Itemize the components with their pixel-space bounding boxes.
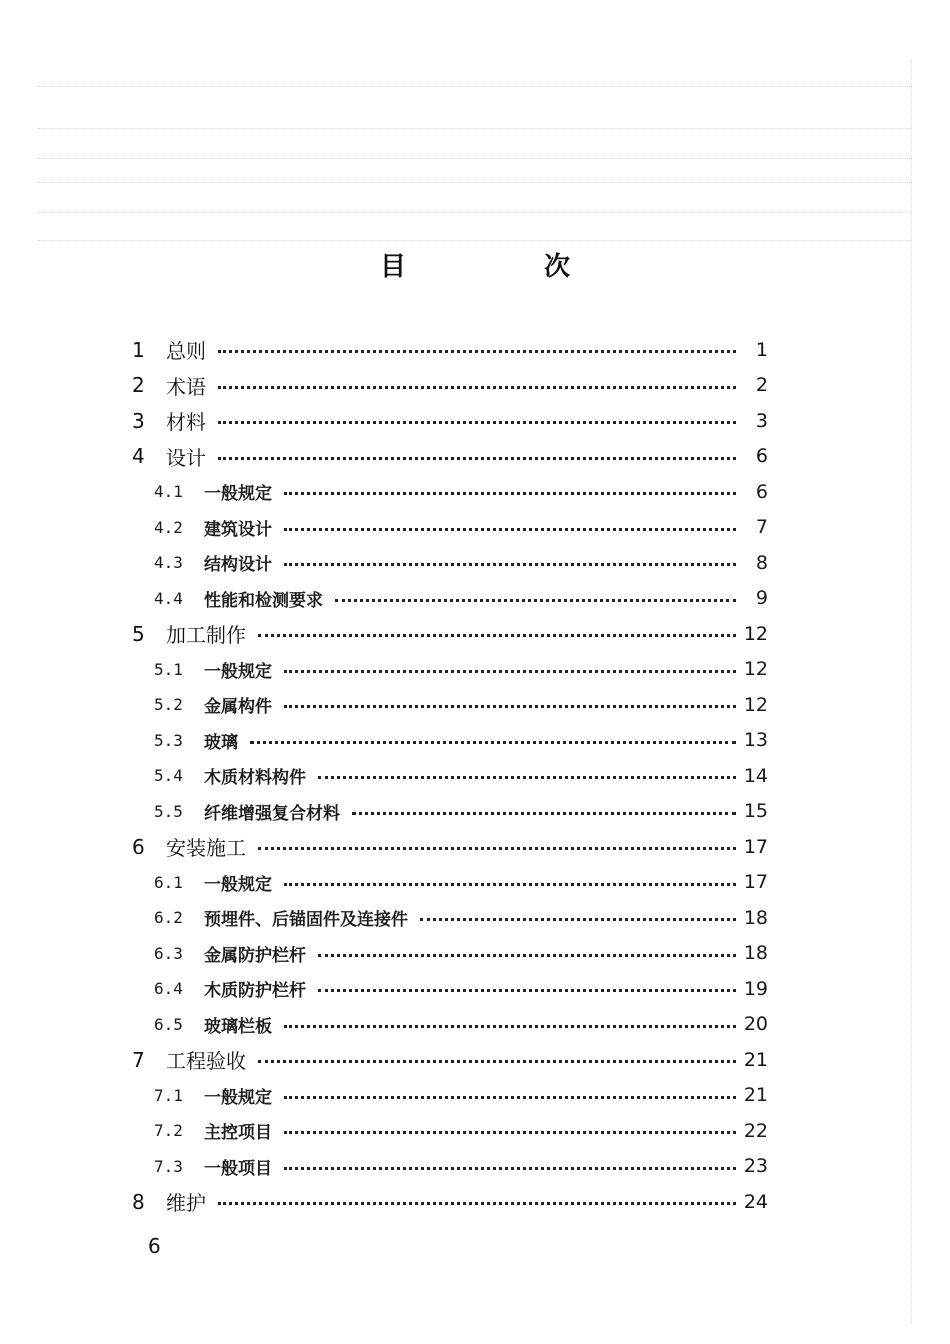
dot-leader [420, 918, 736, 921]
dot-leader [352, 812, 736, 815]
toc-entry-number: 5 [132, 621, 145, 646]
toc-entry-number: 6.2 [154, 908, 183, 928]
toc-entry-label: 木质防护栏杆 [204, 981, 306, 1002]
toc-entry-page: 8 [755, 551, 768, 574]
toc-entry-label: 一般规定 [204, 484, 272, 505]
toc-entry-label: 安装施工 [166, 836, 246, 861]
toc-entry-label: 玻璃栏板 [204, 1016, 272, 1037]
dot-leader [218, 457, 736, 460]
toc-entry-label: 性能和检测要求 [204, 590, 323, 611]
toc-entry-label: 一般规定 [204, 661, 272, 682]
toc-entry-number: 3 [132, 408, 145, 433]
scan-artifact-line [38, 86, 912, 87]
toc-entry-page: 6 [755, 445, 768, 468]
toc-chapter-entry [128, 616, 768, 652]
toc-chapter-entry [128, 332, 768, 368]
toc-entry-page: 20 [743, 1013, 768, 1036]
dot-leader [284, 492, 736, 495]
toc-entry-label: 玻璃 [204, 732, 238, 753]
toc-entry-label: 一般规定 [204, 1087, 272, 1108]
toc-entry-label: 一般项目 [204, 1158, 272, 1179]
toc-entry-label: 材料 [166, 410, 206, 435]
dot-leader [258, 1060, 736, 1063]
scan-artifact-line [38, 240, 912, 241]
dot-leader [284, 670, 736, 673]
toc-entry-number: 1 [132, 337, 145, 362]
dot-leader [284, 883, 736, 886]
toc-entry-page: 24 [743, 1190, 768, 1213]
toc-entry-label: 设计 [166, 445, 206, 470]
toc-chapter-entry [128, 1042, 768, 1078]
toc-entry-page: 12 [743, 658, 768, 681]
toc-entry-label: 结构设计 [204, 555, 272, 576]
toc-section-entry [128, 865, 768, 901]
toc-entry-label: 金属防护栏杆 [204, 945, 306, 966]
toc-section-entry [128, 1007, 768, 1043]
dot-leader [218, 421, 736, 424]
toc-entry-number: 5.1 [154, 659, 183, 679]
toc-entry-label: 术语 [166, 374, 206, 399]
toc-entry-page: 3 [755, 409, 768, 432]
dot-leader [284, 1096, 736, 1099]
toc-section-entry [128, 900, 768, 936]
scan-artifact-line [38, 182, 912, 183]
toc-entry-page: 23 [743, 1155, 768, 1178]
toc-entry-page: 18 [743, 906, 768, 929]
dot-leader [318, 776, 736, 779]
toc-chapter-entry [128, 1184, 768, 1220]
toc-section-entry [128, 1078, 768, 1114]
toc-section-entry [128, 794, 768, 830]
toc-section-entry [128, 687, 768, 723]
dot-leader [258, 634, 736, 637]
toc-section-entry [128, 474, 768, 510]
toc-entry-number: 5.3 [154, 730, 183, 750]
toc-entry-label: 总则 [166, 339, 206, 364]
toc-entry-page: 14 [743, 764, 768, 787]
toc-entry-number: 7.2 [154, 1121, 183, 1141]
toc-chapter-entry [128, 439, 768, 475]
toc-entry-page: 17 [743, 871, 768, 894]
toc-entry-page: 1 [755, 338, 768, 361]
toc-entry-number: 6 [132, 834, 145, 859]
toc-section-entry [128, 1149, 768, 1185]
toc-entry-page: 12 [743, 622, 768, 645]
scan-artifact-line [38, 128, 912, 129]
toc-entry-number: 7.3 [154, 1156, 183, 1176]
page-number: 6 [148, 1234, 161, 1258]
toc-entry-number: 5.5 [154, 801, 183, 821]
toc-section-entry [128, 723, 768, 759]
toc-section-entry [128, 936, 768, 972]
dot-leader [218, 350, 736, 353]
toc-entry-page: 18 [743, 942, 768, 965]
dot-leader [258, 847, 736, 850]
toc-chapter-entry [128, 829, 768, 865]
page-title: 目 次 [379, 252, 626, 282]
toc-chapter-entry [128, 403, 768, 439]
toc-entry-number: 6.4 [154, 979, 183, 999]
dot-leader [218, 1202, 736, 1205]
dot-leader [284, 563, 736, 566]
toc-entry-label: 一般规定 [204, 874, 272, 895]
dot-leader [284, 705, 736, 708]
dot-leader [335, 599, 736, 602]
toc-entry-page: 21 [743, 1084, 768, 1107]
toc-entry-number: 5.4 [154, 766, 183, 786]
toc-entry-label: 纤维增强复合材料 [204, 803, 340, 824]
scan-artifact-line [38, 158, 912, 159]
toc-section-entry [128, 758, 768, 794]
toc-section-entry [128, 1113, 768, 1149]
dot-leader [218, 386, 736, 389]
dot-leader [284, 1167, 736, 1170]
toc-entry-number: 6.5 [154, 1014, 183, 1034]
toc-entry-page: 22 [743, 1119, 768, 1142]
scan-artifact-line [38, 212, 912, 213]
toc-entry-page: 19 [743, 977, 768, 1000]
toc-entry-number: 2 [132, 373, 145, 398]
toc-entry-label: 主控项目 [204, 1123, 272, 1144]
dot-leader [284, 528, 736, 531]
toc-entry-label: 加工制作 [166, 623, 246, 648]
toc-entry-page: 21 [743, 1048, 768, 1071]
toc-entry-label: 工程验收 [166, 1049, 246, 1074]
dot-leader [284, 1131, 736, 1134]
toc-section-entry [128, 545, 768, 581]
toc-entry-number: 4 [132, 444, 145, 469]
dot-leader [284, 1025, 736, 1028]
toc-entry-number: 6.1 [154, 872, 183, 892]
table-of-contents [128, 332, 768, 1220]
toc-entry-page: 13 [743, 729, 768, 752]
toc-entry-label: 建筑设计 [204, 519, 272, 540]
toc-section-entry [128, 581, 768, 617]
dot-leader [318, 989, 736, 992]
toc-section-entry [128, 510, 768, 546]
toc-entry-page: 17 [743, 835, 768, 858]
toc-section-entry [128, 971, 768, 1007]
toc-entry-number: 6.3 [154, 943, 183, 963]
toc-entry-page: 7 [755, 516, 768, 539]
toc-entry-label: 金属构件 [204, 697, 272, 718]
toc-entry-number: 4.3 [154, 553, 183, 573]
toc-chapter-entry [128, 368, 768, 404]
toc-entry-number: 4.1 [154, 482, 183, 502]
toc-entry-page: 6 [755, 480, 768, 503]
toc-entry-number: 7.1 [154, 1085, 183, 1105]
toc-entry-page: 15 [743, 800, 768, 823]
toc-entry-label: 维护 [166, 1191, 206, 1216]
toc-entry-number: 8 [132, 1189, 145, 1214]
toc-entry-page: 2 [755, 374, 768, 397]
toc-entry-number: 7 [132, 1047, 145, 1072]
dot-leader [250, 741, 736, 744]
dot-leader [318, 954, 736, 957]
toc-entry-label: 预埋件、后锚固件及连接件 [204, 910, 408, 931]
toc-entry-page: 12 [743, 693, 768, 716]
toc-section-entry [128, 652, 768, 688]
toc-entry-number: 4.2 [154, 517, 183, 537]
toc-entry-label: 木质材料构件 [204, 768, 306, 789]
toc-entry-page: 9 [755, 587, 768, 610]
toc-entry-number: 4.4 [154, 588, 183, 608]
toc-entry-number: 5.2 [154, 695, 183, 715]
